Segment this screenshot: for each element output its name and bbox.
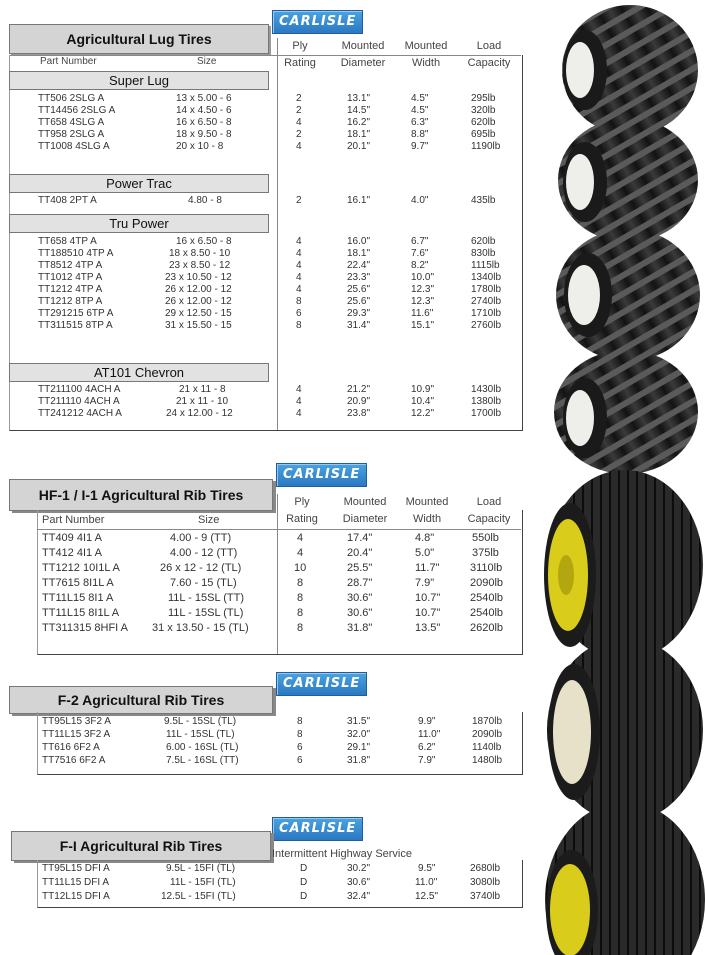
table-row: TT409 4I1 A 4.00 - 9 (TT) 4 17.4" 4.8" 550lb [42, 532, 499, 544]
table-row: TT408 2PT A 4.80 - 8 2 16.1" 4.0" 435lb [38, 195, 496, 206]
ply-rating-header: Ply Rating [284, 40, 316, 69]
table-row: TT658 4TP A 16 x 6.50 - 8 4 16.0" 6.7" 620lb [38, 236, 496, 247]
mounted-width-header: Mounted Width [405, 496, 449, 525]
lug-tire-image [556, 229, 700, 361]
hf1-tires-title: HF-1 / I-1 Agricultural Rib Tires [9, 479, 273, 511]
table-row: TT7516 6F2 A 7.5L - 16SL (TT) 6 31.8" 7.9" 1480lb [42, 755, 503, 766]
table-row: TT412 4I1 A 4.00 - 12 (TT) 4 20.4" 5.0" 375lb [42, 547, 499, 559]
hf1-table [42, 531, 521, 636]
size-header: Size [198, 514, 220, 526]
table-row: TT291215 6TP A 29 x 12.50 - 15 6 29.3" 11.6" 1710lb [38, 308, 502, 319]
lug-tire-image [558, 118, 698, 242]
table-row: TT1008 4SLG A 20 x 10 - 8 4 20.1" 9.7" 1190lb [38, 141, 501, 152]
table-row: TT95L15 3F2 A 9.5L - 15SL (TL) 8 31.5" 9.9" 1870lb [42, 716, 503, 727]
mounted-diameter-header: Mounted Diameter [340, 40, 386, 69]
carlisle-logo: CARLISLE [272, 10, 363, 34]
tru-power-table [38, 236, 521, 332]
table-row: TT7615 8I1L A 7.60 - 15 (TL) 8 28.7" 7.9" 2090lb [42, 577, 504, 589]
intermittent-highway-note: Intermittent Highway Service [272, 848, 412, 860]
lug-tire-image [562, 5, 698, 135]
table-row: TT658 4SLG A 16 x 6.50 - 8 4 16.2" 6.3" 620lb [38, 117, 496, 128]
load-capacity-header: Load Capacity [467, 496, 511, 525]
carlisle-logo: CARLISLE [272, 817, 363, 841]
tire-photo-column [540, 0, 705, 955]
table-row: TT1212 8TP A 26 x 12.00 - 12 8 25.6" 12.3" 2740lb [38, 296, 502, 307]
f2-table [42, 715, 521, 767]
at101-chevron-table [38, 384, 521, 420]
section-super-lug: Super Lug [9, 71, 269, 90]
mounted-width-header: Mounted Width [404, 40, 448, 69]
part-number-header: Part Number [40, 56, 97, 67]
part-number-header: Part Number [42, 514, 105, 526]
load-capacity-header: Load Capacity [467, 40, 511, 69]
table-row: TT11L15 8I1 A 11L - 15SL (TT) 8 30.6" 10.7" 2540lb [42, 592, 504, 604]
table-row: TT8512 4TP A 23 x 8.50 - 12 4 22.4" 8.2" 1115lb [38, 260, 500, 271]
table-row: TT241212 4ACH A 24 x 12.00 - 12 4 23.8" 12.2" 1700lb [38, 408, 502, 419]
rib-tire-image [547, 638, 703, 822]
carlisle-logo: CARLISLE [276, 463, 367, 487]
table-row: TT506 2SLG A 13 x 5.00 - 6 2 13.1" 4.5" 295lb [38, 93, 496, 104]
table-row: TT211100 4ACH A 21 x 11 - 8 4 21.2" 10.9" 1430lb [38, 384, 502, 395]
fi-table [42, 862, 521, 904]
header-rule [37, 529, 521, 530]
table-row: TT616 6F2 A 6.00 - 16SL (TL) 6 29.1" 6.2" 1140lb [42, 742, 502, 753]
super-lug-table [38, 93, 521, 153]
table-row: TT11L15 8I1L A 11L - 15SL (TL) 8 30.6" 10.7" 2540lb [42, 607, 504, 619]
lug-tires-title: Agricultural Lug Tires [9, 24, 269, 54]
fi-tires-title: F-I Agricultural Rib Tires [11, 831, 271, 861]
section-at101-chevron: AT101 Chevron [9, 363, 269, 382]
table-row: TT1012 4TP A 23 x 10.50 - 12 4 23.3" 10.0" 1340lb [38, 272, 502, 283]
table-row: TT188510 4TP A 18 x 8.50 - 10 4 18.1" 7.6" 830lb [38, 248, 496, 259]
rib-tire-image [544, 470, 703, 660]
f2-tires-title: F-2 Agricultural Rib Tires [9, 686, 273, 714]
table-row: TT12L15 DFI A 12.5L - 15FI (TL) D 32.4" 12.5" 3740lb [42, 891, 501, 902]
table-row: TT1212 4TP A 26 x 12.00 - 12 4 25.6" 12.3" 1780lb [38, 284, 502, 295]
section-power-trac: Power Trac [9, 174, 269, 193]
ply-rating-header: Ply Rating [286, 496, 318, 525]
table-row: TT11L15 DFI A 11L - 15FI (TL) D 30.6" 11.0" 3080lb [42, 877, 501, 888]
table-row: TT1212 10I1L A 26 x 12 - 12 (TL) 10 25.5" 11.7" 3110lb [42, 562, 503, 574]
mounted-diameter-header: Mounted Diameter [342, 496, 388, 525]
table-row: TT14456 2SLG A 14 x 4.50 - 6 2 14.5" 4.5" 320lb [38, 105, 496, 116]
table-row: TT311515 8TP A 31 x 15.50 - 15 8 31.4" 15.1" 2760lb [38, 320, 502, 331]
table-row: TT311315 8HFI A 31 x 13.50 - 15 (TL) 8 31.8" 13.5" 2620lb [42, 622, 504, 634]
lug-tire-image [554, 350, 698, 474]
carlisle-logo: CARLISLE [276, 672, 367, 696]
rib-tire-image [545, 802, 705, 955]
power-trac-table [38, 195, 521, 207]
table-row: TT11L15 3F2 A 11L - 15SL (TL) 8 32.0" 11.0" 2090lb [42, 729, 503, 740]
size-header: Size [197, 56, 217, 67]
section-tru-power: Tru Power [9, 214, 269, 233]
table-row: TT958 2SLG A 18 x 9.50 - 8 2 18.1" 8.8" 695lb [38, 129, 496, 140]
table-row: TT95L15 DFI A 9.5L - 15FI (TL) D 30.2" 9.5" 2680lb [42, 863, 501, 874]
table-row: TT211110 4ACH A 21 x 11 - 10 4 20.9" 10.4" 1380lb [38, 396, 502, 407]
